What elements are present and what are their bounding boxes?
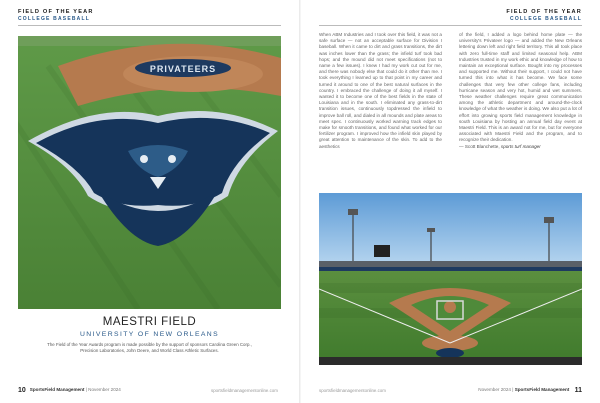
right-footer: November 2024 | SportsField Management 11	[478, 387, 582, 394]
article-column-2	[459, 32, 582, 150]
left-footer-url: sportsfieldmanagementonline.com	[211, 388, 278, 393]
caption-title: MAESTRI FIELD	[102, 316, 197, 328]
left-footer-date: November 2024	[88, 387, 121, 392]
privateers-field-lettering: PRIVATEERS	[149, 64, 217, 74]
header-category: COLLEGE BASEBALL	[18, 16, 90, 22]
article-paragraph: When ABM Industries and I took over this field, it was not a safe surface — not an acceptable surface for Division I baseball. When it came to dirt and grass transitions, the dirt was inches lower than the grass; the infield turf took bad hops; and the mound did not meet specifications (not to name a few issues). I knew I had my work cut out for me, and there was nobody else that could do it other than me. I took everything I learned up to that point in my career and turned it around to one of the best natural surfaces in the country. I embraced the challenge of doing it all myself. I wanted it to become one of the best fields in the state of Louisiana and in the south. I eliminated any grass-to-dirt transition issues, continuously topdressed the infield to improve ball roll, and dialed in all mounds and plate areas to meet spec. I continuously worked warning track edges to make for smooth transitions, and found what worked for our fertilizer program. I improved how the infield skin played by great attention to maintenance of the skin. To add to the aesthetics	[319, 32, 442, 149]
header-category-right: COLLEGE BASEBALL	[510, 16, 582, 22]
left-footer: 10 SportsField Management | November 2024	[18, 387, 121, 394]
left-header-rule	[18, 25, 281, 26]
right-running-header	[506, 9, 582, 22]
left-running-header	[18, 9, 94, 22]
left-footer-magazine: SportsField Management	[29, 387, 85, 392]
caption-subtitle: UNIVERSITY OF NEW ORLEANS	[79, 331, 220, 338]
signoff-title: sports turf manager	[500, 143, 541, 149]
stadium-photo	[319, 193, 582, 365]
right-header-rule	[319, 25, 582, 26]
field-logo-photo-art	[18, 36, 281, 309]
article-signoff	[459, 144, 582, 150]
field-logo-photo	[18, 36, 281, 309]
stadium-photo-art	[319, 193, 582, 365]
article-column-1	[319, 32, 442, 150]
right-footer-url: sportsfieldmanagementonline.com	[319, 388, 386, 393]
right-footer-date: November 2024	[478, 387, 511, 392]
left-page-number: 10	[18, 387, 26, 394]
right-page-number: 11	[574, 387, 582, 394]
header-title-right: FIELD OF THE YEAR	[506, 9, 582, 15]
right-footer-magazine: SportsField Management	[514, 387, 570, 392]
header-title: FIELD OF THE YEAR	[18, 9, 94, 15]
signoff-name: — Scott Blanchette,	[459, 143, 500, 149]
sponsor-note: The Field of the Year Awards program is made possible by the support of sponsors Carolina Green Corp., Precision Laboratories, John Deere, and World Class Athletic Surfaces.	[47, 342, 252, 353]
article-paragraph-continued: of the field, I added a logo behind home plate — the university's Privateer logo — and added the New Orleans lettering down left and right field territory. This all took place with zero full-time staff and limited seasonal help. ABM Industries trusted in my work ethic and knowledge of how to maintain an exceptional surface. Bought into my processes and supported me. Without their support, I could not have turned this into what it has become. We face some challenges that very few other college fans, including hurricane season and very hot, humid and wet summers. These weather challenges require great communication among the athletic department and around-the-clock knowledge of what the weather is doing. We also put a lot of effort into growing sports field management knowledge in south Louisiana by hosting an annual field day event at Maestri Field. This is an award not for me, but for everyone associated with Maestri Field and the program, and to recognize their dedication.	[459, 32, 582, 143]
